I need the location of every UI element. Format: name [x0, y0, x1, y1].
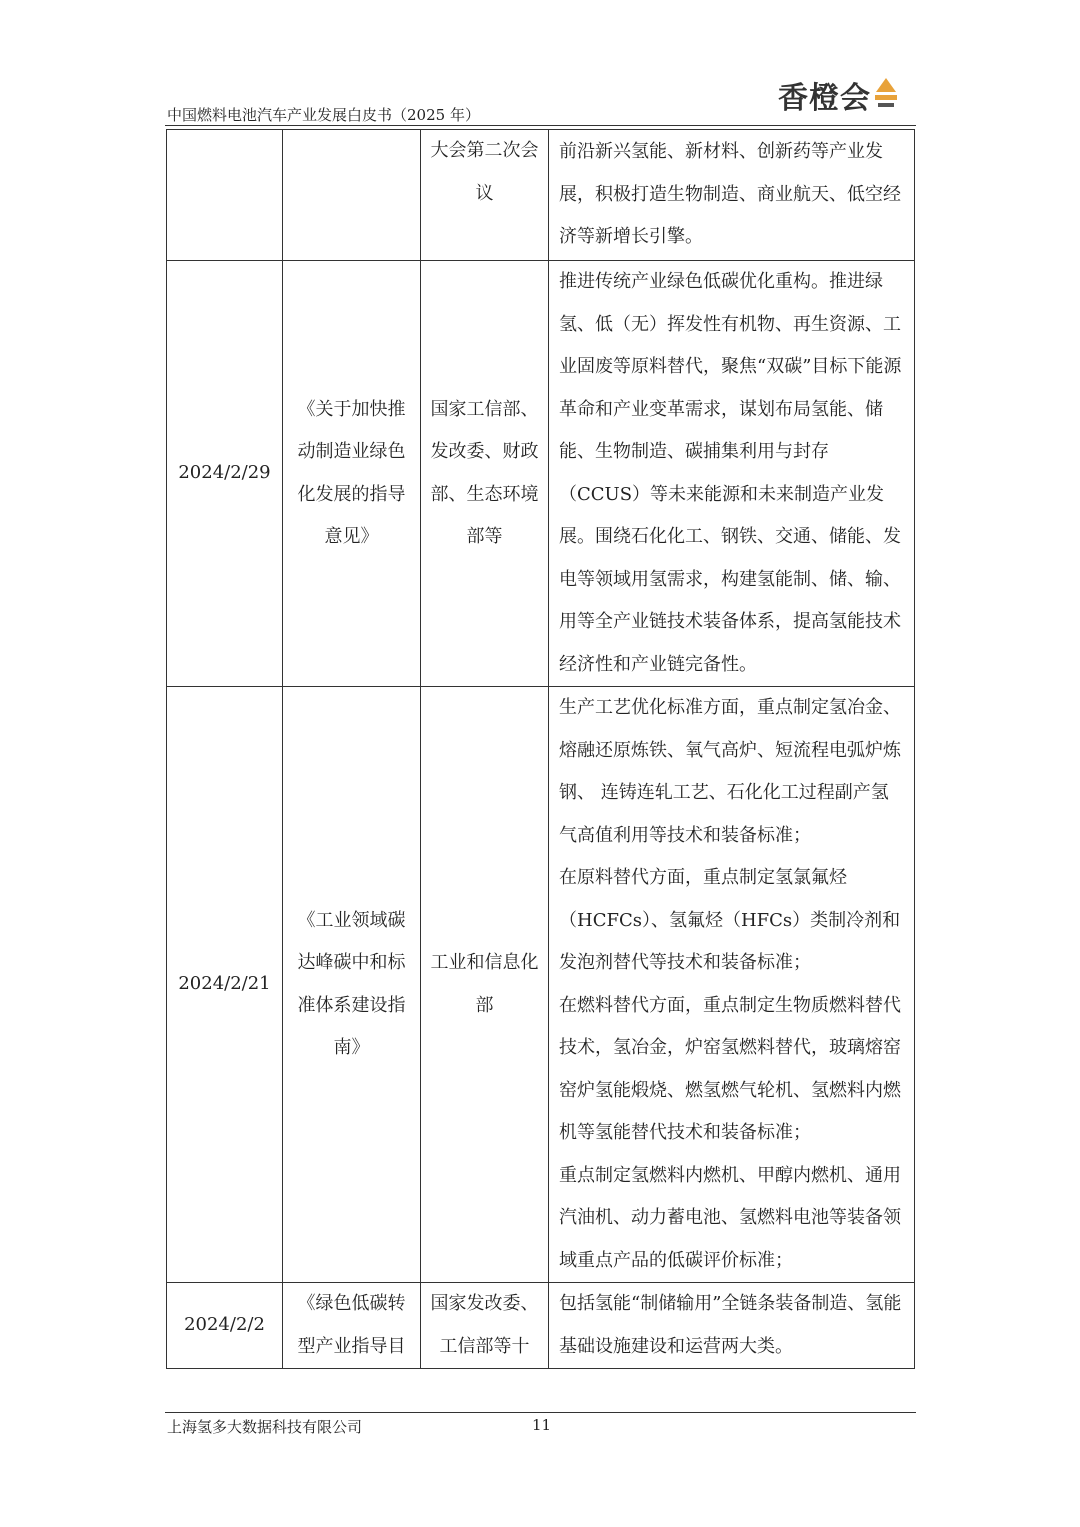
content-cell [549, 130, 915, 261]
content-cell [549, 1283, 915, 1369]
department-cell: 工业和信息化部 [421, 687, 549, 1283]
department-cell: 国家发改委、工信部等十 [421, 1283, 549, 1369]
table-row [167, 1283, 915, 1369]
content-cell [549, 687, 915, 1283]
table-row [167, 130, 915, 261]
document-cell: 《工业领域碳达峰碳中和标准体系建设指南》 [283, 687, 421, 1283]
date-cell [167, 130, 283, 261]
content-paragraph: 在燃料替代方面，重点制定生物质燃料替代技术，氢冶金，炉窑氢燃料替代，玻璃熔窑窑炉氢能煅烧、燃氢燃气轮机、氢燃料内燃机等氢能替代技术和装备标准； [559, 994, 901, 1143]
document-header-title: 中国燃料电池汽车产业发展白皮书（2025 年） [167, 106, 480, 124]
department-cell: 国家工信部、发改委、财政部、生态环境部等 [421, 261, 549, 687]
table-row [167, 261, 915, 687]
footer-divider [165, 1412, 916, 1413]
logo-text: 香橙会 [778, 81, 871, 116]
date-cell: 2024/2/29 [167, 261, 283, 687]
document-cell [283, 130, 421, 261]
department-cell: 大会第二次会议 [421, 130, 549, 261]
content-paragraph: 重点制定氢燃料内燃机、甲醇内燃机、通用汽油机、动力蓄电池、氢燃料电池等装备领域重点产品的低碳评价标准； [559, 1164, 901, 1271]
content-cell [549, 261, 915, 687]
content-paragraph: 前沿新兴氢能、新材料、创新药等产业发展，积极打造生物制造、商业航天、低空经济等新增长引擎。 [559, 141, 901, 248]
header-divider [165, 125, 916, 126]
date-cell: 2024/2/2 [167, 1283, 283, 1369]
content-paragraph: 推进传统产业绿色低碳优化重构。推进绿氢、低（无）挥发性有机物、再生资源、工业固废等原料替代，聚焦“双碳”目标下能源革命和产业变革需求，谋划布局氢能、储能、生物制造、碳捕集利用与封存（CCUS）等未来能源和未来制造产业发展。围绕石化化工、钢铁、交通、储能、发电等领域用氢需求，构建氢能制、储、输、用等全产业链技术装备体系，提高氢能技术经济性和产业链完备性。 [559, 271, 902, 675]
content-paragraph: 在原料替代方面，重点制定氢氯氟烃（HCFCs）、氢氟烃（HFCs）类制冷剂和发泡剂替代等技术和装备标准； [559, 867, 901, 973]
content-paragraph: 包括氢能“制储输用”全链条装备制造、氢能基础设施建设和运营两大类。 [559, 1293, 902, 1357]
date-cell: 2024/2/21 [167, 687, 283, 1283]
content-paragraph: 生产工艺优化标准方面，重点制定氢冶金、熔融还原炼铁、氧气高炉、短流程电弧炉炼钢、 连铸连轧工艺、石化化工过程副产氢气高值利用等技术和装备标准； [559, 697, 901, 846]
logo-mark-icon [873, 78, 899, 112]
table-row [167, 687, 915, 1283]
document-cell: 《绿色低碳转型产业指导目 [283, 1283, 421, 1369]
policy-table [166, 129, 915, 1369]
document-cell: 《关于加快推动制造业绿色化发展的指导意见》 [283, 261, 421, 687]
company-logo [778, 70, 918, 120]
footer-company: 上海氢多大数据科技有限公司 [167, 1418, 363, 1436]
page-number: 11 [532, 1416, 552, 1434]
